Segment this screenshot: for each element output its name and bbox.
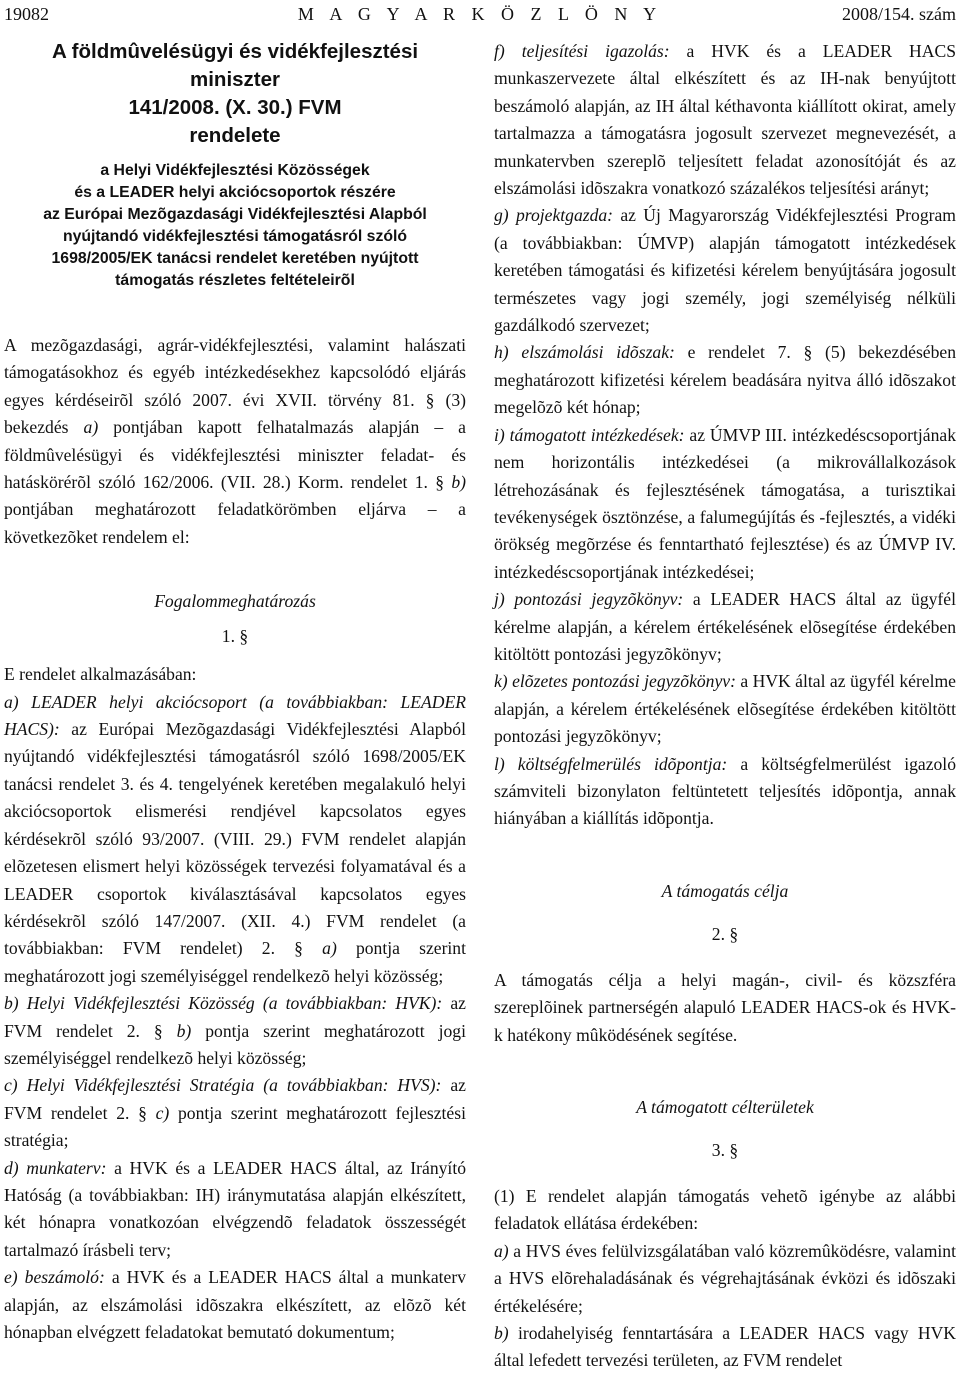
section-title: Fogalommeghatározás [154, 591, 316, 612]
definition-d: d) munkaterv: a HVK és a LEADER HACS által, az Irányító Hatóság (a továbbiakban: IH) iránymutatása alapján elkészített, két hónapra vonatkozóan elvégzendõ feladatok összességét tartalmazó írásbeli terv; [4, 1157, 467, 1260]
preamble: A mezõgazdasági, agrár-vidékfejlesztési, valamint halászati támogatásokhoz és egyéb intézkedésekhez kapcsolódó eljárás egyes kérdéseirõl szóló 2007. évi XVII. törvény 81. § (3) bekezdés a) pontjában kapott felhatalmazás alapján – a földmûvelésügyi és vidékfejlesztési miniszter feladat- és hatáskörérõl szóló 162/2006. (VII. 28.) Korm. rendelet 1. § b) pontjában meghatározott feladatkörömben eljárva – a következõket rendelem el: [4, 335, 466, 547]
definition-h: h) elszámolási idõszak: e rendelet 7. § (5) bekezdésében meghatározott kifizetési kérelem beadására nyitva álló idõszakot megelõzõ két hónap; [494, 342, 956, 418]
definitions-intro: E rendelet alkalmazásában: [4, 664, 197, 685]
section-3-title: A támogatott célterületek [636, 1097, 814, 1117]
section-3-intro: (1) E rendelet alapján támogatás vehetõ igénybe az alábbi feladatok ellátása érdekében: [494, 1186, 956, 1234]
subtitle-line: nyújtandó vidékfejlesztési támogatásról szóló [62, 228, 408, 245]
section-2-text: A támogatás célja a helyi magán-, civil- és közszféra szereplõinek partnerségén alapuló LEADER HACS-ok és HVK-k hatékony mûködésének segítése. [494, 969, 956, 1045]
definition-a: a) LEADER helyi akciócsoport (a továbbiakban: LEADER HACS): az Európai Mezõgazdasági Vidékfejlesztési Alapból nyújtandó vidékfejlesztési támogatásról szóló 1698/2005/EK tanácsi rendelet 3. és 4. tengelyének keretében megalakuló helyi akciócsoportok elismerési rendjével kapcsolatos egyes kérdésekrõl szóló 93/2007. (VIII. 29.) FVM rendelet alapján elõzetesen elismert helyi közösségek tervezési folyamatával és a LEADER csoportok kiválasztásával kapcsolatos egyes kérdésekrõl szóló 147/2007. (XII. 4.) FVM rendelet (a továbbiakban: FVM rendelet) 2. § a) pontja szerint meghatározott jogi személyiséggel rendelkezõ helyi közösség; [4, 691, 466, 986]
subtitle-line: az Európai Mezõgazdasági Vidékfejlesztési Alapból [43, 206, 427, 223]
issue-number: 2008/154. szám [842, 4, 956, 24]
definition-b: b) Helyi Vidékfejlesztési Közösség (a továbbiakban: HVK): az FVM rendelet 2. § b) pontja szerint meghatározott jogi személyiséggel rendelkezõ helyi közösség; [4, 993, 466, 1068]
subtitle-line: és a LEADER helyi akciócsoportok részére [74, 184, 396, 201]
decree-title [4, 38, 466, 292]
title-line: A földmûvelésügyi és vidékfejlesztési [51, 40, 419, 63]
section-3-item-b: b) irodahelyiség fenntartására a LEADER HACS vagy HVK által lefedett tervezési területen, az FVM rendelet [494, 1323, 956, 1371]
definition-f: f) teljesítési igazolás: a HVK és a LEADER HACS munkaszervezete által elkészített és az IH-nak benyújtott beszámoló alapján, az IH által kéthavonta kiállított okirat, amely tartalmazza a támogatásra jogosult szervezet megnevezését, a munkatervben szereplõ teljesített feladat azonosítóját és az elszámolási idõszakra vonatkozó százalékos teljesítési arányt; [494, 41, 956, 199]
page-number: 19082 [4, 4, 49, 24]
section-3-item-a: a) a HVS éves felülvizsgálatában való közremûködésre, valamint a HVS elõrehaladásának és végrehajtásának évközi és idõszaki értékelésére; [494, 1240, 956, 1316]
title-line: rendelete [189, 124, 281, 147]
title-line: miniszter [190, 68, 280, 91]
section-number: 1. § [221, 626, 249, 647]
right-column [494, 38, 956, 1375]
definition-j: j) pontozási jegyzõkönyv: a LEADER HACS által az ügyfél kérelme alapján, a kérelem értékelésének elõsegítése érdekében kitöltött pontozási jegyzõkönyv; [494, 589, 956, 664]
definition-k: k) elõzetes pontozási jegyzõkönyv: a HVK által az ügyfél kérelme alapján, a kérelem értékelésének elõsegítése érdekében kitöltött pontozási jegyzõkönyv; [494, 671, 956, 747]
definition-l: l) költségfelmerülés idõpontja: a költségfelmerülést igazoló számviteli bizonylaton feltüntetett teljesítés idõpontja, annak hiányában a kiállítás idõpontja. [494, 753, 956, 829]
definition-g: g) projektgazda: az Új Magyarország Vidékfejlesztési Program (a továbbiakban: ÚMVP) alapján támogatott intézkedések keretében támogatási és kifizetési kérelem benyújtására jogosult természetes vagy jogi személy, jogi személyiség nélküli gazdálkodó szervezet; [494, 205, 956, 336]
definition-e: e) beszámoló: a HVK és a LEADER HACS által a munkaterv alapján, az elszámolási idõszakra elkészített, az elõzõ két hónapban elvégzett feladatokat bemutató dokumentum; [4, 1267, 466, 1342]
page-header [0, 2, 960, 26]
title-line: 141/2008. (X. 30.) FVM [128, 96, 342, 119]
publication-title: M A G Y A R K Ö Z L Ö N Y [297, 4, 663, 24]
section-2-title: A támogatás célja [661, 880, 789, 901]
left-column [4, 38, 466, 1346]
subtitle-line: 1698/2005/EK tanácsi rendelet keretében nyújtott [51, 250, 419, 267]
definition-i: i) támogatott intézkedések: az ÚMVP III. intézkedéscsoportjának nem horizontális intézkedései (a mikrovállalkozások létrehozásának és fejlesztésének támogatása, a turisztikai tevékenységek ösztönzése, a falumegújítás és -fejlesztés, a vidéki örökség megõrzése és fenntartható fejlesztése) és az ÚMVP IV. intézkedéscsoportjának intézkedései; [494, 424, 956, 582]
section-2-number: 2. § [711, 923, 739, 944]
section-3-number: 3. § [711, 1140, 739, 1160]
subtitle-line: támogatás részletes feltételeirõl [115, 272, 355, 289]
definition-c: c) Helyi Vidékfejlesztési Stratégia (a továbbiakban: HVS): az FVM rendelet 2. § c) pontja szerint meghatározott fejlesztési stratégia; [4, 1075, 466, 1151]
subtitle-line: a Helyi Vidékfejlesztési Közösségek [100, 162, 370, 179]
